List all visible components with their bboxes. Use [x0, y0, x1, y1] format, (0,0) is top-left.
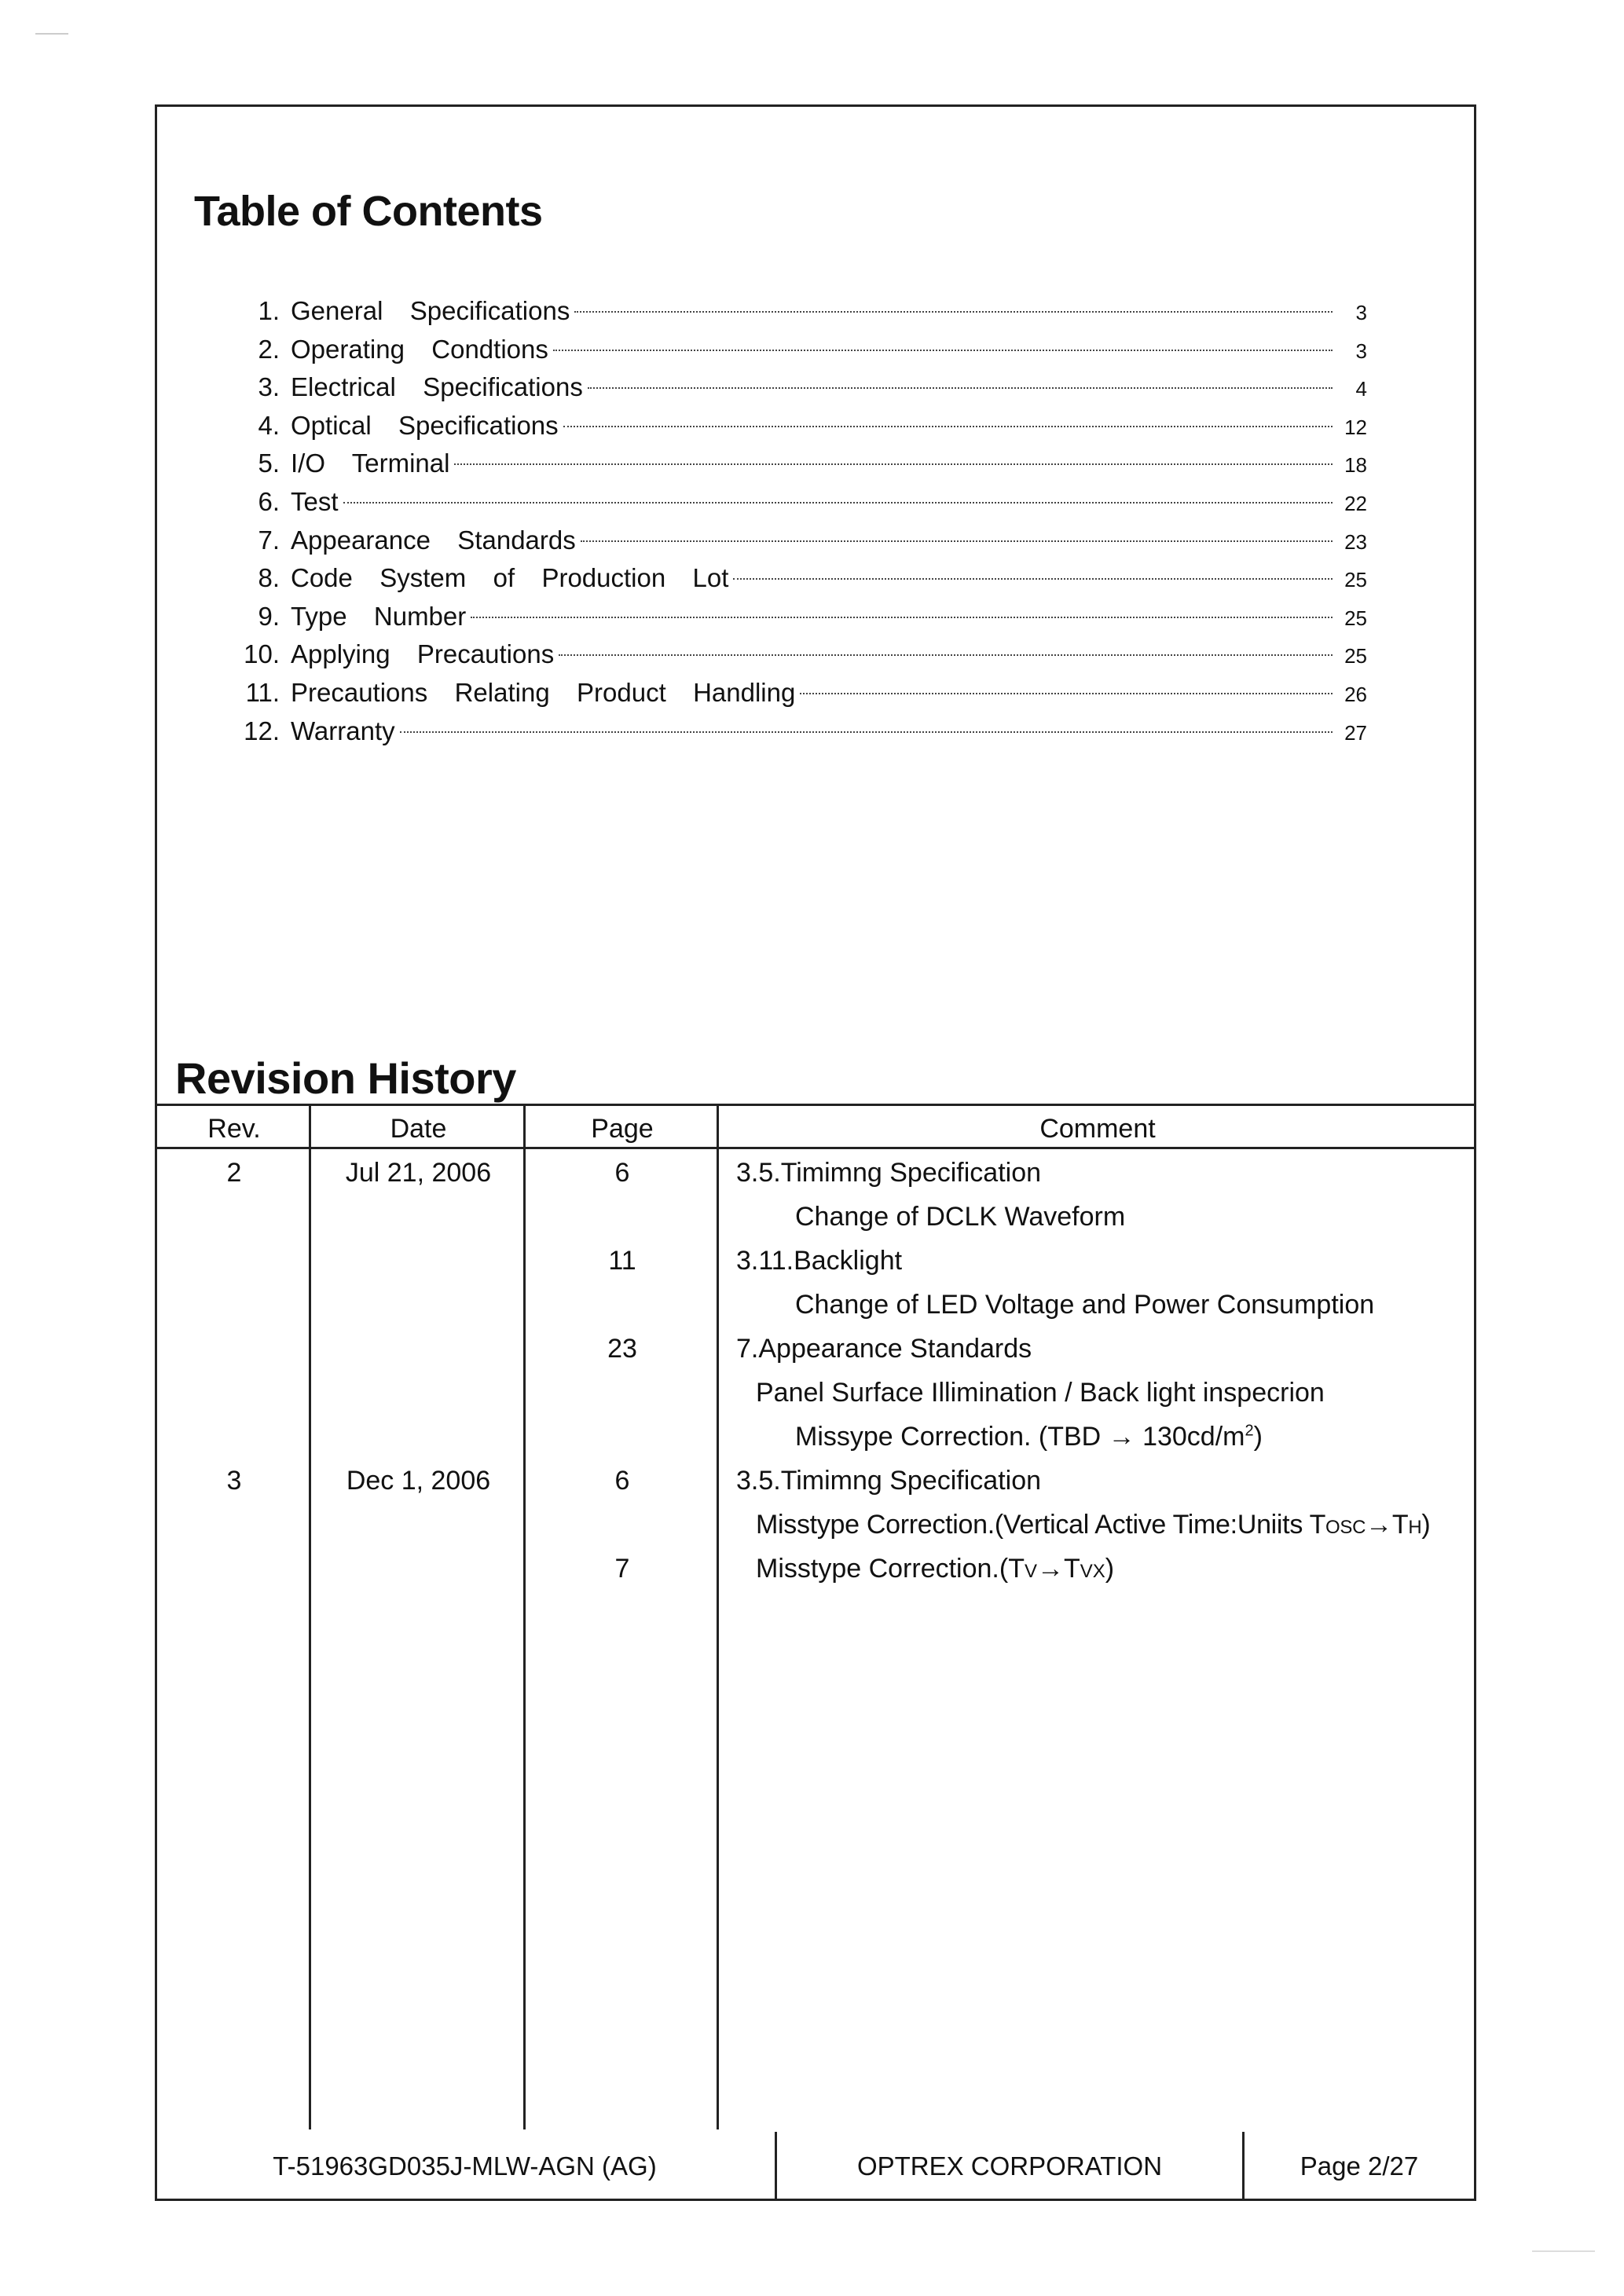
toc-number: 7.: [258, 525, 280, 555]
toc-label: Warranty: [291, 716, 395, 745]
footer-model: T-51963GD035J-MLW-AGN (AG): [273, 2151, 657, 2181]
rev-cell: 2: [226, 1158, 242, 1188]
toc-leader: [471, 617, 1333, 618]
toc-page: 25: [1344, 644, 1367, 668]
comment-cell: [795, 1415, 1263, 1459]
toc-leader: [563, 426, 1333, 427]
toc-entry[interactable]: [236, 292, 1367, 331]
column-header-comment: Comment: [1039, 1114, 1156, 1144]
toc-page: 27: [1344, 720, 1367, 745]
toc-label: Test: [291, 486, 339, 516]
toc-entry[interactable]: [236, 331, 1367, 369]
table-rule: [155, 1147, 1476, 1149]
comment-cell: 3.5.Timimng Specification: [736, 1466, 1042, 1496]
toc-number: 2.: [258, 334, 280, 364]
comment-text: Missype Correction. (TBD → 130cd/m: [795, 1422, 1245, 1452]
comment-text: →T: [1036, 1554, 1080, 1584]
toc-page: 4: [1355, 377, 1367, 401]
toc-label: Applying Precautions: [291, 639, 555, 669]
comment-cell: 7.Appearance Standards: [736, 1334, 1032, 1364]
revision-history-title: Revision History: [175, 1053, 516, 1103]
toc-entry[interactable]: [236, 445, 1367, 483]
comment-cell: 3.5.Timimng Specification: [736, 1158, 1042, 1188]
table-rule: [309, 1104, 311, 2129]
toc-leader: [343, 502, 1333, 504]
toc-number: 11.: [245, 677, 280, 707]
page-cell: 6: [614, 1158, 630, 1188]
footer-company: OPTREX CORPORATION: [856, 2151, 1163, 2181]
superscript: 2: [1245, 1422, 1254, 1440]
comment-cell: Change of LED Voltage and Power Consumption: [795, 1290, 1375, 1320]
toc-page: 23: [1344, 529, 1367, 554]
toc-entry[interactable]: [236, 483, 1367, 522]
toc-page: 12: [1344, 415, 1367, 439]
table-rule: [155, 1104, 157, 2129]
rev-cell: 3: [226, 1466, 242, 1496]
column-header-rev: Rev.: [207, 1114, 261, 1144]
toc-entry[interactable]: [236, 598, 1367, 636]
comment-cell: 3.11.Backlight: [736, 1246, 903, 1276]
toc-label: I/O Terminal: [291, 449, 450, 478]
toc-leader: [559, 654, 1333, 656]
comment-text: →T: [1366, 1510, 1409, 1540]
toc-page: 25: [1344, 568, 1367, 592]
toc-number: 10.: [244, 639, 280, 669]
toc-entry[interactable]: [236, 522, 1367, 560]
toc-entry[interactable]: [236, 635, 1367, 674]
toc-label: General Specifications: [291, 296, 570, 325]
comment-text: Misstype Correction.(T: [756, 1554, 1025, 1584]
toc-leader: [454, 463, 1333, 465]
toc-leader: [588, 387, 1333, 389]
toc-label: Optical Specifications: [291, 410, 559, 440]
table-rule: [1474, 1104, 1476, 2129]
toc-page: 22: [1344, 491, 1367, 515]
subscript: H: [1408, 1517, 1422, 1538]
toc-leader: [733, 578, 1333, 580]
scan-mark: [1532, 2250, 1595, 2252]
toc-list: [236, 292, 1367, 750]
toc-entry[interactable]: [236, 407, 1367, 445]
scan-mark: [35, 33, 68, 35]
toc-label: Operating Condtions: [291, 334, 548, 364]
toc-label: Electrical Specifications: [291, 372, 583, 402]
comment-cell: Panel Surface Illimination / Back light inspecrion: [756, 1378, 1325, 1408]
comment-text: ): [1253, 1422, 1263, 1452]
toc-leader: [800, 693, 1333, 694]
comment-cell: Change of DCLK Waveform: [795, 1202, 1126, 1232]
subscript: VX: [1080, 1561, 1105, 1582]
toc-number: 12.: [244, 716, 280, 745]
toc-page: 3: [1355, 339, 1367, 363]
toc-entry[interactable]: [236, 559, 1367, 598]
toc-label: Type Number: [291, 601, 467, 631]
toc-leader: [553, 350, 1333, 351]
column-header-date: Date: [390, 1114, 447, 1144]
toc-page: 3: [1355, 301, 1367, 324]
toc-entry[interactable]: [236, 712, 1367, 751]
page-cell: 11: [608, 1246, 636, 1276]
toc-leader: [574, 311, 1333, 313]
toc-leader: [400, 731, 1333, 733]
footer-page-number: Page 2/27: [1300, 2151, 1419, 2181]
comment-text: Misstype Correction.(Vertical Active Time:Uniits T: [756, 1510, 1326, 1540]
page-footer: [155, 2132, 1476, 2201]
toc-number: 9.: [258, 601, 280, 631]
toc-number: 3.: [258, 372, 280, 402]
table-rule: [155, 1104, 1476, 1106]
toc-page: 25: [1344, 606, 1367, 630]
toc-label: Precautions Relating Product Handling: [291, 677, 796, 707]
date-cell: Dec 1, 2006: [346, 1466, 491, 1496]
toc-number: 5.: [258, 449, 280, 478]
toc-number: 1.: [258, 296, 280, 325]
column-header-page: Page: [591, 1114, 654, 1144]
toc-entry[interactable]: [236, 674, 1367, 712]
comment-text: ): [1105, 1554, 1115, 1584]
toc-entry[interactable]: [236, 368, 1367, 407]
date-cell: Jul 21, 2006: [345, 1158, 492, 1188]
page-cell: 7: [614, 1554, 630, 1584]
comment-cell: [756, 1547, 1114, 1594]
page-cell: 6: [614, 1466, 630, 1496]
toc-page: 18: [1344, 453, 1367, 478]
toc-number: 4.: [258, 410, 280, 440]
toc-page: 26: [1344, 682, 1367, 706]
comment-text: ): [1421, 1510, 1431, 1540]
subscript: OSC: [1325, 1517, 1366, 1538]
toc-label: Appearance Standards: [291, 525, 576, 555]
comment-cell: [756, 1503, 1430, 1550]
toc-label: Code System of Production Lot: [291, 563, 729, 593]
subscript: V: [1024, 1561, 1037, 1582]
toc-title: Table of Contents: [194, 188, 543, 235]
toc-number: 6.: [258, 486, 280, 516]
toc-number: 8.: [258, 563, 280, 593]
toc-leader: [581, 540, 1333, 542]
page-cell: 23: [607, 1334, 637, 1364]
